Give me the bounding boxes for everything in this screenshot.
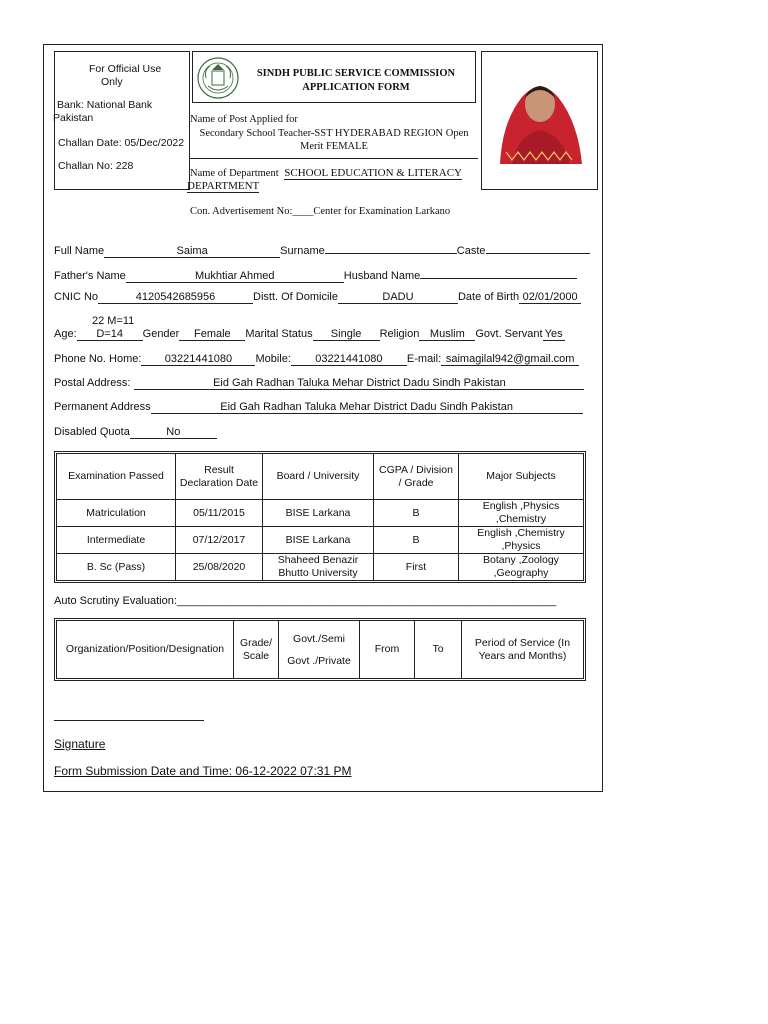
challan-date: Challan Date: 05/Dec/2022 [58,137,185,149]
post-value-line1: Secondary School Teacher-SST HYDERABAD REGION Open [199,128,469,139]
husband-name-value [420,266,577,279]
post-value-line2: Merit FEMALE [300,141,368,152]
govt-servant-value: Yes [543,328,565,341]
form-title: SINDH PUBLIC SERVICE COMMISSION [256,68,456,79]
table-cell: BISE Larkana [263,527,374,554]
husband-name-label: Husband Name [343,270,421,282]
official-use-box [54,51,190,190]
table-cell: 25/08/2020 [176,554,263,581]
sindh-emblem-icon [196,56,240,100]
table-cell: B [374,500,459,527]
education-header: Result Declaration Date [176,454,263,500]
age-value: D=14 [77,328,143,341]
department-label: Name of Department [190,168,279,179]
post-divider [190,158,478,159]
education-header: CGPA / Division / Grade [374,454,459,500]
challan-no: Challan No: 228 [58,160,134,172]
official-use-line1: For Official Use [89,63,162,75]
disabled-quota-value: No [130,426,217,439]
application-form [43,44,603,792]
disabled-row [54,426,217,439]
dob-label: Date of Birth [457,291,520,303]
disabled-quota-label: Disabled Quota [54,426,130,438]
experience-header: Grade/ Scale [234,621,279,679]
experience-header: To [415,621,462,679]
post-label: Name of Post Applied for [190,114,298,125]
table-cell: Shaheed Benazir Bhutto University [263,554,374,581]
applicant-photo-image [482,52,598,190]
table-cell: 05/11/2015 [176,500,263,527]
govt-servant-label: Govt. Servant [475,328,543,340]
experience-header: Organization/Position/Designation [57,621,234,679]
permanent-row [54,401,583,414]
signature-line [54,720,204,721]
table-cell: First [374,554,459,581]
submission-date-time: Form Submission Date and Time: 06-12-2022 07:31 PM [54,764,352,778]
postal-row [54,377,584,390]
advertisement-line: Con. Advertisement No:____Center for Examination Larkano [190,206,451,217]
dob-value: 02/01/2000 [519,291,581,304]
title-box [192,51,476,103]
name-row [54,241,590,258]
department-value-line1: SCHOOL EDUCATION & LITERACY [284,167,462,179]
department-value-line2: DEPARTMENT [187,180,260,192]
experience-header: Govt./Semi Govt ./Private [279,621,360,679]
age-row [54,328,565,341]
permanent-address-label: Permanent Address [54,401,151,413]
table-cell: Botany ,Zoology ,Geography [459,554,584,581]
auto-scrutiny: Auto Scrutiny Evaluation:______________________________________________________________ [54,595,557,607]
gender-label: Gender [142,328,180,340]
cnic-label: CNIC No [54,291,99,303]
mobile-value: 03221441080 [291,353,407,366]
phone-value: 03221441080 [141,353,255,366]
table-row [57,500,584,527]
email-value: saimagilal942@gmail.com [441,353,579,366]
phone-label: Phone No. Home: [54,353,142,365]
bank-line2: Pakistan [53,112,94,124]
experience-header: Period of Service (In Years and Months) [462,621,584,679]
marital-status-value: Single [313,328,380,341]
experience-header-row [57,621,584,679]
father-name-value: Mukhtiar Ahmed [126,270,344,283]
table-row [57,527,584,554]
caste-label: Caste [456,245,486,257]
cnic-value: 4120542685956 [98,291,253,304]
experience-table [56,620,584,679]
postal-address-value: Eid Gah Radhan Taluka Mehar District Dadu Sindh Pakistan [134,377,584,390]
education-header: Board / University [263,454,374,500]
form-subtitle: APPLICATION FORM [302,82,410,93]
official-use-line2: Only [101,76,123,88]
table-cell: B [374,527,459,554]
religion-label: Religion [379,328,420,340]
education-header: Examination Passed [57,454,176,500]
department-row [190,167,462,179]
full-name-value: Saima [104,245,280,258]
email-label: E-mail: [406,353,442,365]
table-cell: B. Sc (Pass) [57,554,176,581]
education-header: Major Subjects [459,454,584,500]
mobile-label: Mobile: [255,353,291,365]
signature-label: Signature [54,737,106,751]
table-cell: BISE Larkana [263,500,374,527]
marital-status-label: Marital Status [245,328,313,340]
table-cell: Matriculation [57,500,176,527]
permanent-address-value: Eid Gah Radhan Taluka Mehar District Dadu Sindh Pakistan [151,401,583,414]
cnic-row [54,291,581,304]
domicile-value: DADU [338,291,458,304]
father-name-label: Father's Name [54,270,126,282]
gender-value: Female [179,328,245,341]
surname-label: Surname [280,245,325,257]
table-cell: 07/12/2017 [176,527,263,554]
education-header-row [57,454,584,500]
age-label: Age: [54,328,77,340]
contact-row [54,353,579,366]
postal-address-label: Postal Address: [54,377,131,389]
surname-value [325,241,457,254]
table-cell: English ,Physics ,Chemistry [459,500,584,527]
applicant-photo [481,51,598,190]
table-cell: English ,Chemistry ,Physics [459,527,584,554]
education-table [56,453,584,581]
age-line1: 22 M=11 [92,315,135,327]
religion-value: Muslim [419,328,475,341]
experience-header: From [360,621,415,679]
caste-value [486,241,590,254]
bank-line1: Bank: National Bank [57,99,153,111]
father-row [54,266,577,283]
table-cell: Intermediate [57,527,176,554]
full-name-label: Full Name [54,245,105,257]
table-row [57,554,584,581]
domicile-label: Distt. Of Domicile [253,291,338,303]
